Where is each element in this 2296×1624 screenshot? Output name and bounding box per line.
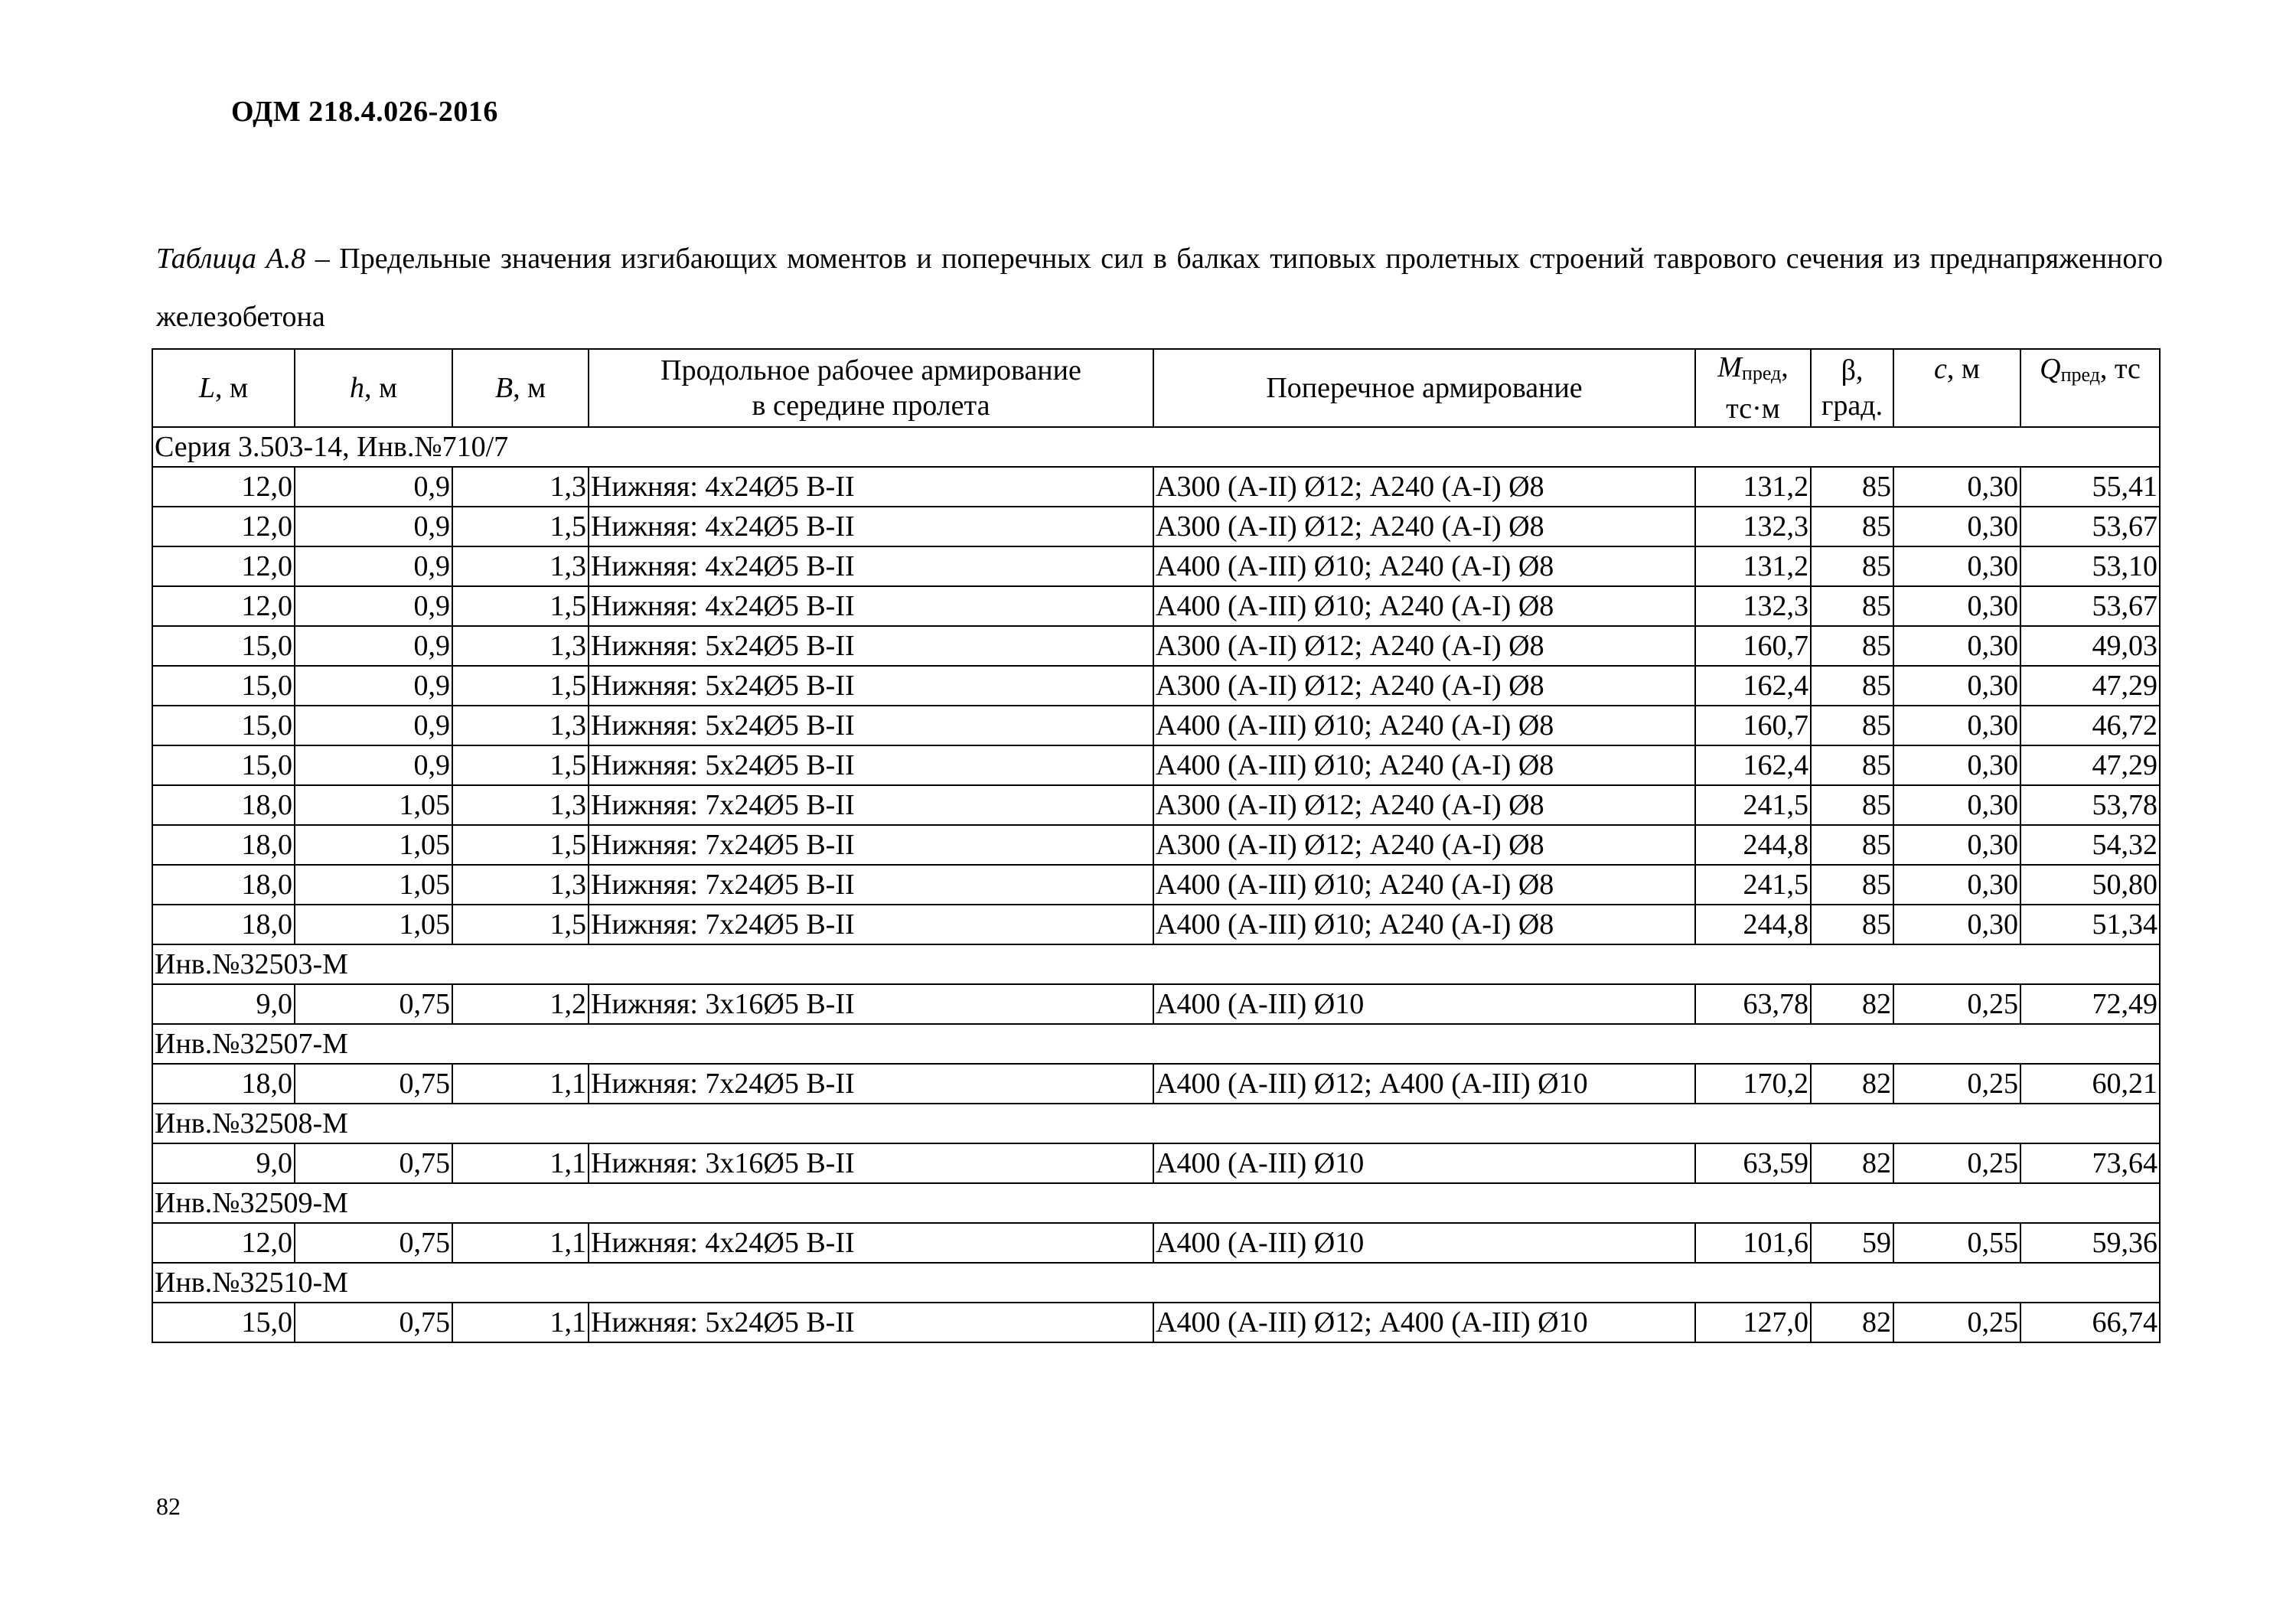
table-cell: 59 — [1811, 1223, 1893, 1263]
table-cell: 12,0 — [152, 586, 295, 626]
table-caption — [156, 230, 2163, 346]
table-cell: Нижняя: 7х24Ø5 В-II — [589, 825, 1153, 865]
table-cell: Нижняя: 3х16Ø5 В-II — [589, 1143, 1153, 1183]
table-cell: Нижняя: 4х24Ø5 В-II — [589, 586, 1153, 626]
table-cell: 9,0 — [152, 1143, 295, 1183]
table-row — [152, 905, 2160, 944]
page-number: 82 — [156, 1492, 181, 1520]
header-B — [452, 349, 589, 427]
table-cell: А300 (А-II) Ø12; А240 (А-I) Ø8 — [1153, 467, 1695, 507]
table-cell: 1,3 — [452, 467, 589, 507]
table-cell: 1,3 — [452, 785, 589, 825]
table-cell: 1,5 — [452, 586, 589, 626]
table-cell: 85 — [1811, 467, 1893, 507]
header-Q-sub: пред — [2060, 364, 2100, 386]
header-Q — [2020, 349, 2160, 427]
table-cell: 132,3 — [1695, 507, 1811, 546]
table-cell: Нижняя: 7х24Ø5 В-II — [589, 905, 1153, 944]
table-body — [152, 427, 2160, 1342]
table-cell: А300 (А-II) Ø12; А240 (А-I) Ø8 — [1153, 825, 1695, 865]
table-cell: 160,7 — [1695, 626, 1811, 666]
table-cell: А400 (А-III) Ø10; А240 (А-I) Ø8 — [1153, 706, 1695, 745]
table-cell: 55,41 — [2020, 467, 2160, 507]
table-cell: 85 — [1811, 546, 1893, 586]
table-cell: 15,0 — [152, 745, 295, 785]
table-cell: Нижняя: 7х24Ø5 В-II — [589, 785, 1153, 825]
table-cell: Нижняя: 5х24Ø5 В-II — [589, 666, 1153, 706]
table-cell: 0,25 — [1893, 1064, 2020, 1104]
table-cell: 60,21 — [2020, 1064, 2160, 1104]
table-cell: 1,3 — [452, 706, 589, 745]
header-c-symbol: c — [1934, 353, 1947, 385]
table-cell: 0,55 — [1893, 1223, 2020, 1263]
table-cell: 0,75 — [295, 984, 452, 1024]
table-cell: 241,5 — [1695, 785, 1811, 825]
table-cell: Нижняя: 5х24Ø5 В-II — [589, 745, 1153, 785]
header-beta — [1811, 349, 1893, 427]
table-cell: А300 (А-II) Ø12; А240 (А-I) Ø8 — [1153, 507, 1695, 546]
table-cell: 53,67 — [2020, 586, 2160, 626]
table-cell: 85 — [1811, 905, 1893, 944]
group-title: Инв.№32509-М — [152, 1183, 2160, 1223]
table-cell: 0,30 — [1893, 905, 2020, 944]
group-row — [152, 1263, 2160, 1303]
table-cell: 1,1 — [452, 1303, 589, 1342]
table-cell: Нижняя: 7х24Ø5 В-II — [589, 865, 1153, 905]
table-cell: А400 (А-III) Ø10; А240 (А-I) Ø8 — [1153, 546, 1695, 586]
table-row — [152, 1143, 2160, 1183]
table-cell: 241,5 — [1695, 865, 1811, 905]
table-cell: 131,2 — [1695, 546, 1811, 586]
table-cell: 0,30 — [1893, 706, 2020, 745]
group-row — [152, 1183, 2160, 1223]
table-row — [152, 586, 2160, 626]
table-cell: 1,05 — [295, 865, 452, 905]
table-cell: 1,5 — [452, 745, 589, 785]
table-cell: 85 — [1811, 666, 1893, 706]
table-cell: 15,0 — [152, 666, 295, 706]
table-cell: А300 (А-II) Ø12; А240 (А-I) Ø8 — [1153, 785, 1695, 825]
table-row — [152, 1064, 2160, 1104]
table-cell: 53,78 — [2020, 785, 2160, 825]
table-row — [152, 984, 2160, 1024]
table-row — [152, 706, 2160, 745]
table-cell: 0,75 — [295, 1143, 452, 1183]
table-cell: 0,9 — [295, 467, 452, 507]
header-c-unit: , м — [1946, 353, 1980, 385]
header-L — [152, 349, 295, 427]
group-title: Инв.№32508-М — [152, 1104, 2160, 1143]
table-cell: Нижняя: 5х24Ø5 В-II — [589, 706, 1153, 745]
table-cell: 0,30 — [1893, 467, 2020, 507]
table-cell: Нижняя: 4х24Ø5 В-II — [589, 546, 1153, 586]
table-cell: 85 — [1811, 626, 1893, 666]
table-row — [152, 467, 2160, 507]
table-cell: 1,5 — [452, 905, 589, 944]
header-longitudinal-line1: Продольное рабочее армирование — [660, 354, 1081, 386]
table-cell: 132,3 — [1695, 586, 1811, 626]
table-row — [152, 745, 2160, 785]
table-cell: 85 — [1811, 745, 1893, 785]
table-cell: А400 (А-III) Ø12; А400 (А-III) Ø10 — [1153, 1303, 1695, 1342]
header-M-comma: , — [1781, 351, 1789, 383]
table-cell: Нижняя: 4х24Ø5 В-II — [589, 467, 1153, 507]
table-cell: Нижняя: 4х24Ø5 В-II — [589, 1223, 1153, 1263]
table-cell: 63,59 — [1695, 1143, 1811, 1183]
table-header-row — [152, 349, 2160, 427]
table-cell: 162,4 — [1695, 745, 1811, 785]
table-cell: 0,75 — [295, 1064, 452, 1104]
table-cell: 0,30 — [1893, 586, 2020, 626]
table-cell: 1,5 — [452, 666, 589, 706]
table-cell: 15,0 — [152, 1303, 295, 1342]
table-cell: 0,30 — [1893, 865, 2020, 905]
table-cell: 12,0 — [152, 1223, 295, 1263]
table-cell: 0,25 — [1893, 1303, 2020, 1342]
table-cell: 9,0 — [152, 984, 295, 1024]
table-cell: 85 — [1811, 706, 1893, 745]
table-cell: 82 — [1811, 1143, 1893, 1183]
table-cell: 0,30 — [1893, 546, 2020, 586]
table-cell: 244,8 — [1695, 905, 1811, 944]
table-cell: 85 — [1811, 785, 1893, 825]
table-cell: 54,32 — [2020, 825, 2160, 865]
table-cell: 82 — [1811, 1303, 1893, 1342]
table-cell: 85 — [1811, 586, 1893, 626]
table-cell: А400 (А-III) Ø10 — [1153, 1223, 1695, 1263]
table-cell: 73,64 — [2020, 1143, 2160, 1183]
table-cell: 1,2 — [452, 984, 589, 1024]
table-cell: Нижняя: 7х24Ø5 В-II — [589, 1064, 1153, 1104]
group-title: Инв.№32507-М — [152, 1024, 2160, 1064]
header-h — [295, 349, 452, 427]
table-row — [152, 666, 2160, 706]
table-row — [152, 626, 2160, 666]
table-cell: 131,2 — [1695, 467, 1811, 507]
table-cell: 1,05 — [295, 825, 452, 865]
table-caption-text: – Предельные значения изгибающих моментов и поперечных сил в балках типовых пролетных строений таврового сечения из преднапряженного железобетона — [156, 243, 2163, 333]
table-cell: А400 (А-III) Ø12; А400 (А-III) Ø10 — [1153, 1064, 1695, 1104]
table-cell: Нижняя: 3х16Ø5 В-II — [589, 984, 1153, 1024]
table-cell: 53,67 — [2020, 507, 2160, 546]
table-cell: 1,1 — [452, 1143, 589, 1183]
table-cell: 66,74 — [2020, 1303, 2160, 1342]
table-caption-label: Таблица А.8 — [156, 243, 306, 275]
table-cell: 0,25 — [1893, 984, 2020, 1024]
header-M-unit: тс·м — [1726, 393, 1780, 425]
group-row — [152, 427, 2160, 467]
table-cell: А400 (А-III) Ø10; А240 (А-I) Ø8 — [1153, 865, 1695, 905]
table-cell: 0,9 — [295, 586, 452, 626]
table-cell: 18,0 — [152, 865, 295, 905]
table-cell: 1,3 — [452, 546, 589, 586]
header-B-symbol: B — [494, 372, 514, 404]
table-cell: 47,29 — [2020, 666, 2160, 706]
header-h-unit: , м — [364, 372, 398, 404]
table-cell: 12,0 — [152, 546, 295, 586]
header-M-symbol: M — [1717, 351, 1742, 383]
table-row — [152, 546, 2160, 586]
table-cell: А400 (А-III) Ø10; А240 (А-I) Ø8 — [1153, 586, 1695, 626]
header-M — [1695, 349, 1811, 427]
table-cell: 0,9 — [295, 626, 452, 666]
table-cell: 0,30 — [1893, 745, 2020, 785]
table-cell: 170,2 — [1695, 1064, 1811, 1104]
table-cell: А400 (А-III) Ø10; А240 (А-I) Ø8 — [1153, 905, 1695, 944]
header-h-symbol: h — [349, 372, 364, 404]
table-cell: 1,05 — [295, 905, 452, 944]
table-cell: 85 — [1811, 865, 1893, 905]
table-cell: А300 (А-II) Ø12; А240 (А-I) Ø8 — [1153, 626, 1695, 666]
table-cell: 1,05 — [295, 785, 452, 825]
table-row — [152, 785, 2160, 825]
table-cell: 18,0 — [152, 785, 295, 825]
table-cell: А400 (А-III) Ø10 — [1153, 1143, 1695, 1183]
table-cell: 47,29 — [2020, 745, 2160, 785]
table-cell: 18,0 — [152, 825, 295, 865]
table-cell: 49,03 — [2020, 626, 2160, 666]
table-cell: 85 — [1811, 825, 1893, 865]
document-code: ОДМ 218.4.026-2016 — [231, 96, 498, 128]
table-cell: 0,30 — [1893, 507, 2020, 546]
table-row — [152, 507, 2160, 546]
table-row — [152, 1223, 2160, 1263]
table-cell: 1,5 — [452, 825, 589, 865]
header-beta-symbol: β, — [1841, 354, 1864, 386]
table-cell: 63,78 — [1695, 984, 1811, 1024]
table-cell: Нижняя: 5х24Ø5 В-II — [589, 1303, 1153, 1342]
header-L-unit: , м — [215, 372, 249, 404]
table-cell: 72,49 — [2020, 984, 2160, 1024]
header-Q-symbol: Q — [2040, 353, 2061, 385]
header-B-unit: , м — [513, 372, 546, 404]
table-cell: 15,0 — [152, 626, 295, 666]
table-cell: А400 (А-III) Ø10 — [1153, 984, 1695, 1024]
table-cell: Нижняя: 4х24Ø5 В-II — [589, 507, 1153, 546]
header-Q-unit: , тс — [2099, 353, 2141, 385]
table-cell: 0,30 — [1893, 626, 2020, 666]
table-cell: 162,4 — [1695, 666, 1811, 706]
table-cell: А300 (А-II) Ø12; А240 (А-I) Ø8 — [1153, 666, 1695, 706]
limit-values-table — [152, 348, 2161, 1343]
header-M-sub: пред — [1741, 362, 1782, 384]
table-row — [152, 1303, 2160, 1342]
header-beta-unit: град. — [1821, 390, 1883, 422]
table-cell: 0,30 — [1893, 666, 2020, 706]
table-cell: 51,34 — [2020, 905, 2160, 944]
header-longitudinal-line2: в середине пролета — [752, 390, 990, 422]
group-row — [152, 1024, 2160, 1064]
table-cell: 0,9 — [295, 666, 452, 706]
table-cell: 12,0 — [152, 507, 295, 546]
table-cell: 0,9 — [295, 507, 452, 546]
table-cell: 50,80 — [2020, 865, 2160, 905]
group-title: Инв.№32503-М — [152, 944, 2160, 984]
table-cell: 1,1 — [452, 1064, 589, 1104]
table-cell: 53,10 — [2020, 546, 2160, 586]
header-c — [1893, 349, 2020, 427]
table-cell: 1,5 — [452, 507, 589, 546]
table-cell: 0,75 — [295, 1303, 452, 1342]
table-cell: 12,0 — [152, 467, 295, 507]
group-title: Серия 3.503-14, Инв.№710/7 — [152, 427, 2160, 467]
table-row — [152, 865, 2160, 905]
table-cell: 127,0 — [1695, 1303, 1811, 1342]
table-cell: 18,0 — [152, 1064, 295, 1104]
table-row — [152, 825, 2160, 865]
table-cell: Нижняя: 5х24Ø5 В-II — [589, 626, 1153, 666]
header-transverse: Поперечное армирование — [1153, 349, 1695, 427]
table-cell: 0,9 — [295, 706, 452, 745]
table-cell: 101,6 — [1695, 1223, 1811, 1263]
table-cell: 15,0 — [152, 706, 295, 745]
table-cell: 1,3 — [452, 865, 589, 905]
table-cell: 0,30 — [1893, 825, 2020, 865]
group-title: Инв.№32510-М — [152, 1263, 2160, 1303]
group-row — [152, 1104, 2160, 1143]
table-cell: 0,25 — [1893, 1143, 2020, 1183]
header-longitudinal — [589, 349, 1153, 427]
table-cell: 0,30 — [1893, 785, 2020, 825]
table-cell: 46,72 — [2020, 706, 2160, 745]
table-cell: 85 — [1811, 507, 1893, 546]
table-cell: 1,3 — [452, 626, 589, 666]
table-cell: 82 — [1811, 1064, 1893, 1104]
table-cell: А400 (А-III) Ø10; А240 (А-I) Ø8 — [1153, 745, 1695, 785]
table-cell: 59,36 — [2020, 1223, 2160, 1263]
table-cell: 244,8 — [1695, 825, 1811, 865]
header-L-symbol: L — [198, 372, 216, 404]
table-cell: 0,9 — [295, 745, 452, 785]
table-cell: 160,7 — [1695, 706, 1811, 745]
table-cell: 1,1 — [452, 1223, 589, 1263]
group-row — [152, 944, 2160, 984]
table-cell: 82 — [1811, 984, 1893, 1024]
table-cell: 18,0 — [152, 905, 295, 944]
table-cell: 0,9 — [295, 546, 452, 586]
table-cell: 0,75 — [295, 1223, 452, 1263]
